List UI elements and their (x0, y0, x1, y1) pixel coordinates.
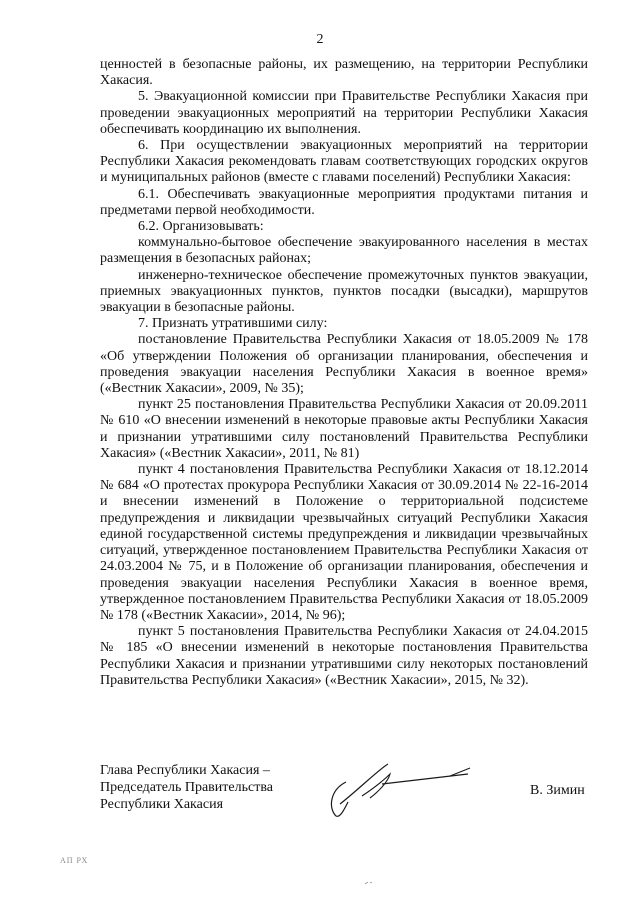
signatory-title-line: Председатель Правительства (100, 780, 273, 795)
paragraph: 6.1. Обеспечивать эвакуационные мероприятия продуктами питания и предметами первой необходимости. (100, 186, 588, 218)
paragraph: 5. Эвакуационной комиссии при Правительстве Республики Хакасия при проведении эвакуационных мероприятий на территории Республики Хакасия обеспечивать координацию их выполнения. (100, 89, 588, 137)
document-body (100, 57, 588, 689)
paragraph: коммунально-бытовое обеспечение эвакуированного населения в местах размещения в безопасных районах; (100, 235, 588, 267)
paragraph: пункт 25 постановления Правительства Республики Хакасия от 20.09.2011 № 610 «О внесении изменений в некоторые правовые акты Республики Хакасия и признании утратившими силу постановлений Правительства Республики Хакасия» («Вестник Хакасии», 2011, № 81) (100, 397, 588, 461)
page-number: 2 (316, 32, 324, 47)
signatory-name: В. Зимин (530, 783, 585, 798)
signatory-title (100, 762, 273, 813)
paragraph: 6.2. Организовывать: (138, 219, 264, 235)
paragraph: инженерно-техническое обеспечение промежуточных пунктов эвакуации, приемных эвакуационных пунктов, пунктов посадки (высадки), маршрутов эвакуации в безопасные районы. (100, 267, 588, 316)
paragraph: постановление Правительства Республики Хакасия от 18.05.2009 № 178 «Об утверждении Положения об организации планирования, обеспечения и проведения эвакуации населения Республики Хакасия в военное время» («Вестник Хакасии», 2009, № 35); (100, 332, 588, 397)
handwritten-signature (318, 760, 478, 830)
footer-code: АП РХ (60, 856, 89, 865)
signatory-title-line: Глава Республики Хакасия – (100, 763, 270, 778)
paragraph: пункт 5 постановления Правительства Республики Хакасия от 24.04.2015 № 185 «О внесении изменений в некоторые постановления Правительства Республики Хакасия и признании утратившими силу некоторых постановлений Правительства Республики Хакасия» («Вестник Хакасии», 2015, № 32). (100, 624, 588, 688)
paragraph: пункт 4 постановления Правительства Республики Хакасия от 18.12.2014 № 684 «О протестах прокурора Республики Хакасия от 30.09.2014 № 22-16-2014 и внесении изменений в Положение о территориальной подсистеме предупреждения и ликвидации чрезвычайных ситуаций Республики Хакасия единой государственной системы предупреждения и ликвидации чрезвычайных ситуаций, утвержденное постановлением Правительства Республики Хакасия от 24.03.2004 № 75, и в Положение об организации планирования, обеспечения и проведения эвакуации населения Республики Хакасия в военное время, утвержденное постановлением Правительства Республики Хакасия от 18.05.2009 № 178 («Вестник Хакасии», 2014, № 96); (100, 462, 588, 623)
scan-speck (364, 880, 374, 886)
paragraph: 7. Признать утратившими силу: (138, 316, 328, 332)
paragraph: ценностей в безопасные районы, их размещению, на территории Республики Хакасия. (100, 57, 588, 89)
paragraph: 6. При осуществлении эвакуационных мероприятий на территории Республики Хакасия рекомендовать главам соответствующих городских округов и муниципальных районов (вместе с главами поселений) Республики Хакасия: (100, 138, 588, 186)
signatory-title-line: Республики Хакасия (100, 797, 224, 812)
